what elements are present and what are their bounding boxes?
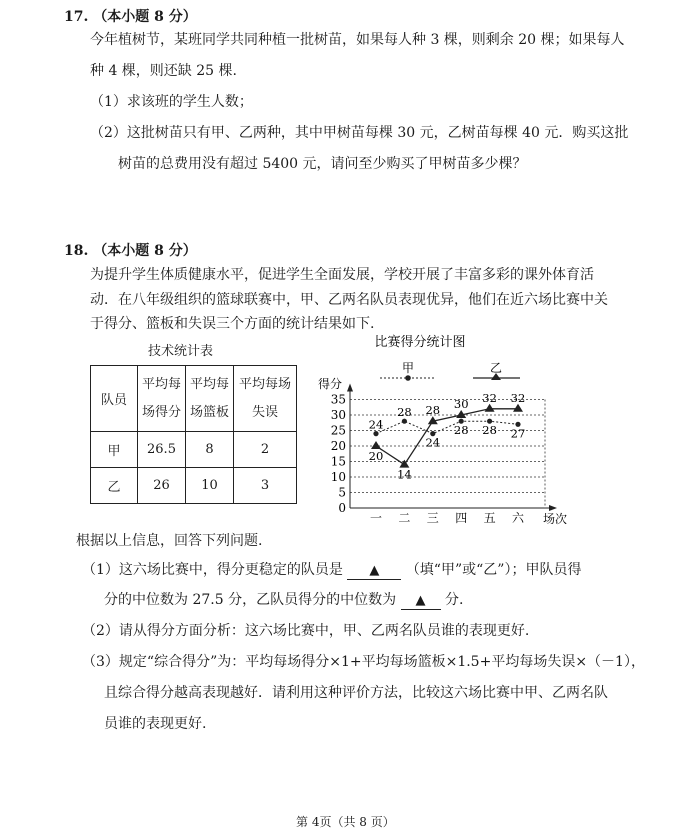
q17-tag: （本小题 8 分）: [93, 9, 197, 25]
data-label-yi: 28: [425, 403, 441, 418]
data-label-jia: 24: [425, 435, 441, 450]
q18-para-2: 动．在八年级组织的篮球联赛中，甲、乙两名队员表现优异，他们在近六场比赛中关: [90, 292, 608, 308]
x-tick-label: 五: [483, 511, 496, 525]
data-label-yi: 30: [453, 397, 469, 411]
q18-answer-3b: 且综合得分越高表现越好．请利用这种评价方法，比较这六场比赛中甲、乙两名队: [104, 685, 608, 701]
q18-heading: [64, 240, 197, 260]
cell-error: 2: [234, 432, 297, 468]
q17-heading: [64, 6, 197, 26]
q17-sub-2b: 树苗的总费用没有超过 5400 元，请问至少购买了甲树苗多少棵？: [118, 156, 527, 172]
y-axis-label: 得分: [318, 377, 343, 391]
y-tick-label: 5: [338, 485, 346, 500]
table-title: 技术统计表: [148, 344, 214, 359]
point-yi: [513, 404, 523, 412]
table-row: [91, 468, 297, 504]
x-tick-label: 六: [511, 511, 525, 525]
data-label-yi: 14: [397, 467, 412, 482]
q18-para-3: 于得分、篮板和失误三个方面的统计结果如下.: [90, 316, 375, 332]
stats-table: [90, 365, 297, 504]
cell-player: 乙: [91, 468, 138, 504]
cell-player: 甲: [91, 432, 138, 468]
cell-error: 3: [234, 468, 297, 504]
a1-text-b: （填“甲”或“乙”）；甲队员得: [405, 562, 582, 578]
x-tick-label: 四: [455, 511, 468, 525]
q18-number: 18.: [64, 243, 89, 259]
data-label-yi: 32: [482, 390, 497, 405]
data-label-jia: 27: [510, 426, 526, 441]
q18-answer-2: （2）请从得分方面分析：这六场比赛中，甲、乙两名队员谁的表现更好.: [82, 623, 530, 639]
data-label-jia: 28: [453, 423, 469, 438]
data-label-jia: 24: [368, 417, 384, 432]
x-tick-label: 三: [426, 511, 439, 525]
q18-answer-1-line-2: [104, 589, 463, 610]
legend-label-yi: 乙: [489, 361, 503, 375]
table-row: [91, 432, 297, 468]
data-label-jia: 28: [397, 405, 412, 420]
y-tick-label: 35: [330, 392, 346, 407]
point-yi: [371, 441, 381, 449]
legend-label-jia: 甲: [401, 361, 415, 375]
y-tick-label: 0: [338, 501, 346, 515]
cell-rebound: 8: [186, 432, 234, 468]
point-jia: [402, 419, 407, 424]
score-line-chart: [310, 333, 600, 526]
chart-title: 比赛得分统计图: [374, 335, 466, 350]
y-tick-label: 25: [330, 423, 346, 438]
q17-para-2: 种 4 棵，则还缺 25 棵.: [90, 63, 237, 79]
answer-blank-1: ▲: [347, 563, 401, 580]
cell-rebound: 10: [186, 468, 234, 504]
cell-score: 26.5: [138, 432, 186, 468]
x-axis-arrow: [549, 505, 557, 511]
y-tick-label: 10: [330, 470, 346, 484]
q18-tag: （本小题 8 分）: [93, 243, 197, 259]
a1-text-d: 分.: [444, 592, 464, 608]
q18-para-1: 为提升学生体质健康水平，促进学生全面发展，学校开展了丰富多彩的课外体育活: [90, 267, 594, 283]
q18-answer-3a: （3）规定“综合得分”为：平均每场得分×1+平均每场篮板×1.5+平均每场失误×（－1），: [82, 654, 645, 670]
y-tick-label: 15: [330, 454, 346, 469]
x-tick-label: 二: [398, 511, 411, 525]
header-avg-score: 平均每 场得分: [138, 366, 186, 432]
q18-answer-3c: 员谁的表现更好.: [104, 716, 207, 732]
y-tick-label: 30: [330, 408, 346, 422]
header-avg-rebound: 平均每 场篮板: [186, 366, 234, 432]
header-player: 队员: [91, 366, 138, 432]
data-label-yi: 20: [368, 449, 384, 463]
legend-marker-jia: [405, 375, 411, 381]
table-header-row: [91, 366, 297, 432]
y-axis-arrow: [347, 384, 353, 392]
q18-after: 根据以上信息，回答下列问题.: [76, 533, 263, 549]
data-label-yi: 32: [510, 390, 526, 405]
point-yi: [399, 460, 409, 468]
q17-sub-2a: （2）这批树苗只有甲、乙两种，其中甲树苗每棵 30 元，乙树苗每棵 40 元．购买这批: [90, 125, 629, 141]
a1-text-c: 分的中位数为 27.5 分，乙队员得分的中位数为: [104, 592, 397, 608]
x-axis-label: 场次: [543, 512, 568, 526]
answer-blank-2: ▲: [401, 593, 441, 610]
q17-number: 17.: [64, 9, 89, 25]
a1-text-a: （1）这六场比赛中，得分更稳定的队员是: [82, 562, 343, 578]
q17-sub-1: （1）求该班的学生人数；: [90, 94, 253, 110]
x-tick-label: 一: [369, 511, 383, 525]
q17-para-1: 今年植树节，某班同学共同种植一批树苗，如果每人种 3 棵，则剩余 20 棵；如果每人: [90, 32, 625, 48]
cell-score: 26: [138, 468, 186, 504]
point-jia: [373, 431, 378, 436]
page-footer: 第 4页（共 8 页）: [296, 815, 395, 829]
q18-answer-1-line-1: [82, 559, 581, 580]
header-avg-error: 平均每场 失误: [234, 366, 297, 432]
data-label-jia: 28: [482, 423, 497, 438]
y-tick-label: 20: [330, 439, 346, 453]
point-yi: [485, 404, 495, 412]
